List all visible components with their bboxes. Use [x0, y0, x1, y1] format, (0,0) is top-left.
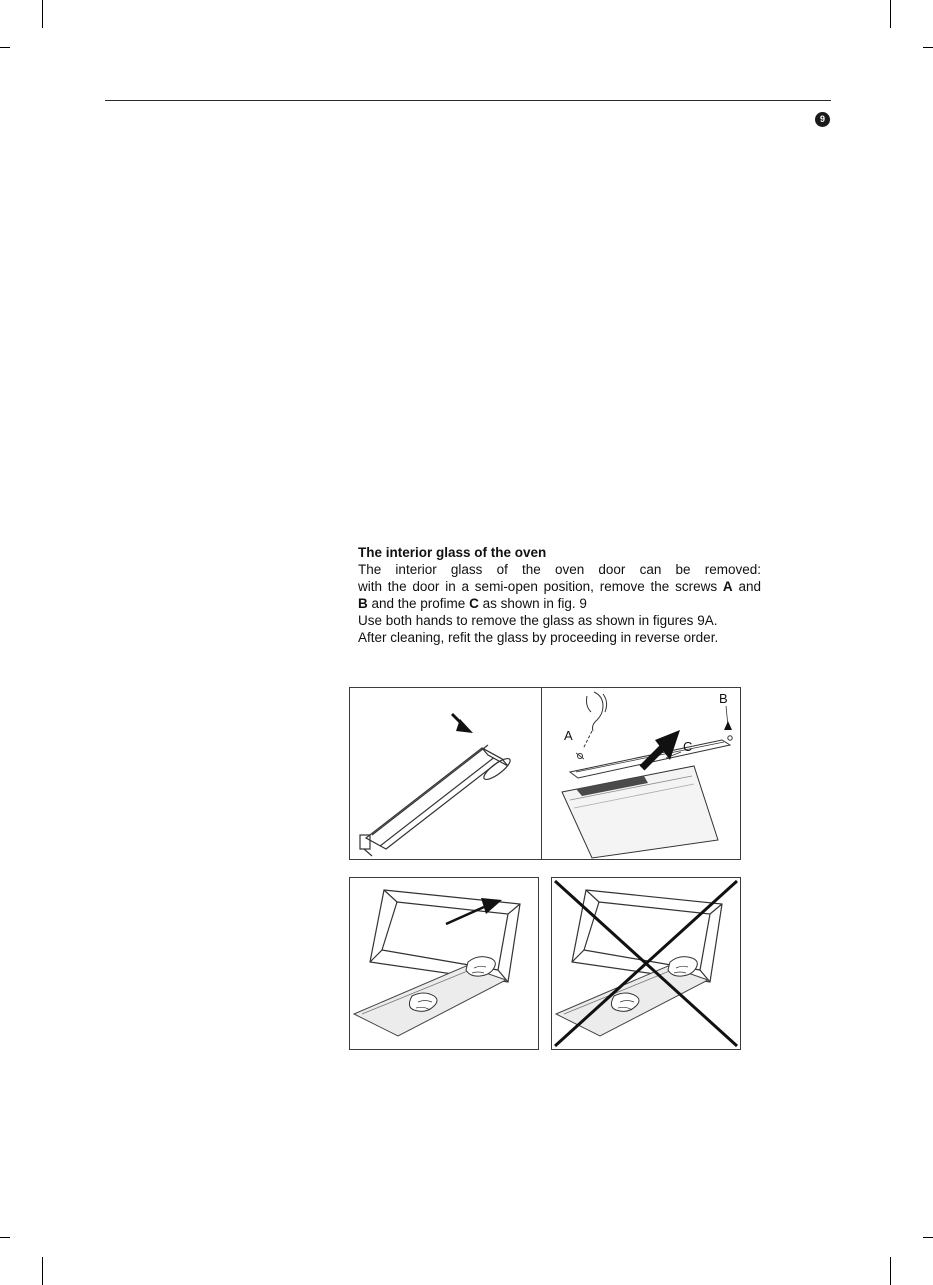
up-right-arrow-icon [642, 730, 680, 768]
body-text: and [732, 579, 761, 594]
glass-profile-removal-drawing [542, 688, 741, 859]
section-heading: The interior glass of the oven [358, 545, 547, 560]
figure-9a-incorrect [551, 877, 741, 1050]
right-hand-icon [668, 957, 697, 976]
hand-screwdriver-icon [583, 692, 607, 749]
screw-b-ref: B [358, 596, 368, 611]
body-line-4: Use both hands to remove the glass as shown in figures 9A. [358, 613, 718, 628]
crop-mark-top-left-v [42, 0, 43, 28]
slide-arrow-icon [446, 898, 502, 924]
body-text: with the door in a semi-open position, remove the screws [358, 579, 723, 594]
screw-a-ref: A [722, 579, 733, 594]
profile-c-ref: C [469, 596, 479, 611]
crop-mark-top-right-h [923, 47, 933, 48]
body-line-2 [358, 578, 761, 595]
door-semi-open-drawing [350, 688, 541, 859]
figure-9 [349, 687, 741, 860]
body-line-5: After cleaning, refit the glass by proceeding in reverse order. [358, 630, 719, 645]
figure-9-left-panel [350, 688, 542, 859]
label-b: B [719, 691, 728, 706]
header-rule [105, 100, 831, 101]
crop-mark-top-right-v [890, 0, 891, 28]
figure-9-right-panel [542, 688, 741, 859]
right-hand-icon [466, 957, 495, 976]
glass-removal-two-hands-drawing [350, 878, 538, 1049]
figure-9a-correct [349, 877, 539, 1050]
crop-mark-top-left-h [0, 47, 10, 48]
body-text: as shown in fig. 9 [478, 596, 587, 611]
body-line-1 [358, 561, 761, 578]
label-a: A [564, 728, 573, 743]
crop-mark-bottom-left-v [42, 1257, 43, 1285]
screw-b-icon [724, 706, 732, 740]
crop-mark-bottom-right-v [890, 1257, 891, 1285]
section-interior-glass [358, 544, 761, 646]
body-text: and the profime [367, 596, 470, 611]
glass-removal-wrong-drawing [552, 878, 740, 1049]
body-text: The interior glass of the oven door can be removed: [358, 562, 761, 577]
crop-mark-bottom-right-h [923, 1237, 933, 1238]
crop-mark-bottom-left-h [0, 1237, 10, 1238]
door-frame [572, 890, 722, 982]
body-line-3 [358, 595, 761, 612]
screw-a-icon [576, 753, 584, 759]
down-arrow-icon [452, 714, 473, 733]
glass-panel [562, 766, 718, 858]
door-outline [360, 745, 513, 856]
label-c: C [683, 739, 693, 754]
page-number-badge: 9 [815, 112, 830, 127]
